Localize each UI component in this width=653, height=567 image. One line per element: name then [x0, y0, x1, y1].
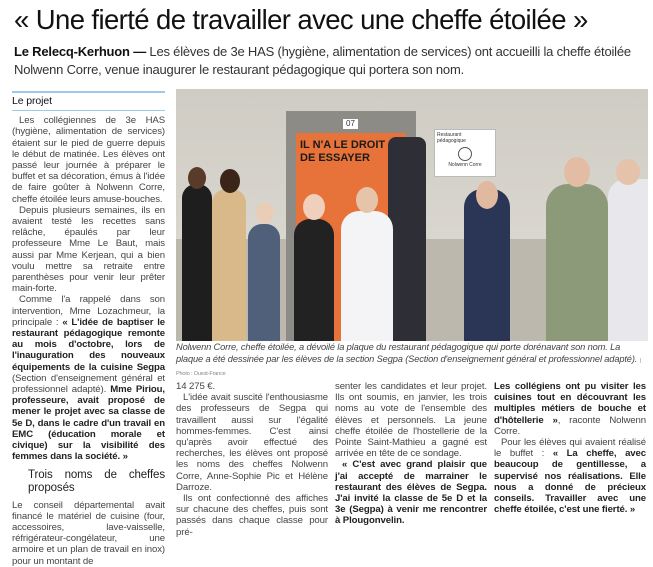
photo-credit: | Photo : Ouest-France [176, 357, 641, 377]
quote: Les collégiens ont pu visiter les cuisines tout en découvrant les multiples métiers de bouche et d'hôtellerie » [494, 381, 646, 426]
dedication-plaque [434, 129, 496, 177]
article-column-4 [494, 381, 646, 515]
photo-caption [176, 342, 648, 381]
paragraph: Le conseil départemental avait financé le matériel de cuisine (four, accessoires, lave-vaisselle, réfrigérateur-congélateur, une armoire et un plan de travail en inox) pour un montant de [12, 499, 165, 567]
paragraph [494, 381, 646, 437]
article-column-1 [12, 91, 165, 567]
paragraph: Depuis plusieurs semaines, ils en avaient testé les recettes sans relâche, épaulés par leur professeure Mme Le Baut, mais aussi par Mme Kerjean, qui a bien voulu mettre sa retraite entre parenthèses pour venir leur prêter main-forte. [12, 204, 165, 295]
quote: Mme Piriou, professeure, avait proposé de mener le projet avec sa classe de 5e D, dans le cadre d'un travail en EMC (éducation morale et civique) sur la visibilité des femmes dans la société. » [12, 384, 165, 463]
room-number: 07 [343, 119, 358, 129]
paragraph: Ils ont confectionné des affiches sur chacune des cheffes, puis sont passés dans chaque classe pour pré- [176, 493, 328, 538]
paragraph: L'idée avait suscité l'enthousiasme des professeurs de Segpa qui travaillent aussi sur l'égalité hommes-femmes. C'est ainsi qu'après avoir effectué des recherches, les élèves ont proposé les noms des cheffes Nolwenn Corre, Anne-Sophie Pic et Hélène Darroze. [176, 392, 328, 493]
plaque-text: Restaurant [437, 132, 462, 138]
poster-text: IL N'A LE DROIT DE ESSAYER [300, 139, 386, 164]
quote: « La cheffe, avec beaucoup de gentillesse, a supervisé nos réalisations. Elle nous a donné de précieux conseils. Travailler avec une cheffe étoilée, c'est une fierté. » [494, 448, 647, 516]
text: Comme l'a rappelé dans son intervention, Mme Lozachmeur, la principale : [12, 294, 165, 328]
headline: « Une fierté de travailler avec une cheffe étoilée » [14, 4, 588, 35]
paragraph: senter les candidates et leur projet. Ils ont soumis, en janvier, les trois noms au vote de l'ensemble des élèves et personnels. La jeune cheffe étoilée de l'hostellerie de la Pointe Saint-Mathieu a gagné est arrivée en tête de ce sondage. [335, 381, 487, 460]
quote: « C'est avec grand plaisir que j'ai accepté de marrainer le restaurant des élèves de Segpa. J'ai invité la classe de 5e D et la 3e (Segpa) à venir me rencontrer à Plougonvelin. [335, 459, 487, 527]
article-photo [176, 89, 648, 341]
section-rubric: Le projet [12, 91, 165, 111]
quote: « L'idée de baptiser le restaurant pédagogique remonte au mois d'octobre, lors de l'inauguration des nouveaux équipements de la cuisine Segpa [12, 316, 165, 373]
curtain [388, 137, 426, 341]
plaque-text: Nolwenn Corre [448, 162, 482, 168]
caption-text: Nolwenn Corre, cheffe étoilée, a dévoilé la plaque du restaurant pédagogique qui porte dorénavant son nom. La plaque a été dessinée par les élèves de la section Segpa (Section d'enseignement général et professionnel adapté). [176, 342, 638, 364]
dateline: Le Relecq-Kerhuon — [14, 44, 146, 59]
lead-paragraph [14, 43, 644, 79]
paragraph [494, 437, 646, 515]
subheading: Trois noms de cheffes proposés [28, 468, 165, 494]
paragraph [12, 294, 165, 462]
paragraph: 14 275 €. [176, 381, 216, 392]
paragraph: Les collégiennes de 3e HAS (hygiène, alimentation de services) étaient sur le pied de guerre depuis le début de matinée. Les élèves ont passé leur journée à préparer le buffet et sa décoration, émus à l'idée de faire goûter à Nolwenn Corre, cheffe étoilée leurs amuse-bouches. [12, 115, 165, 205]
paragraph [335, 459, 487, 526]
lead-text: Les élèves de 3e HAS (hygiène, alimentation de services) ont accueilli la cheffe étoilée Nolwenn Corre, venue inaugurer le restaurant pédagogique qui portera son nom. [14, 44, 631, 77]
text: (Section d'enseignement général et professionnel adapté). [12, 372, 165, 396]
plaque-text: pédagogique [437, 138, 466, 144]
article-column-3 [335, 381, 487, 527]
text: Pour les élèves qui avaient réalisé le buffet : [494, 437, 646, 460]
article-column-2 [176, 381, 328, 538]
text: , raconte Nolwenn Corre. [494, 414, 646, 437]
